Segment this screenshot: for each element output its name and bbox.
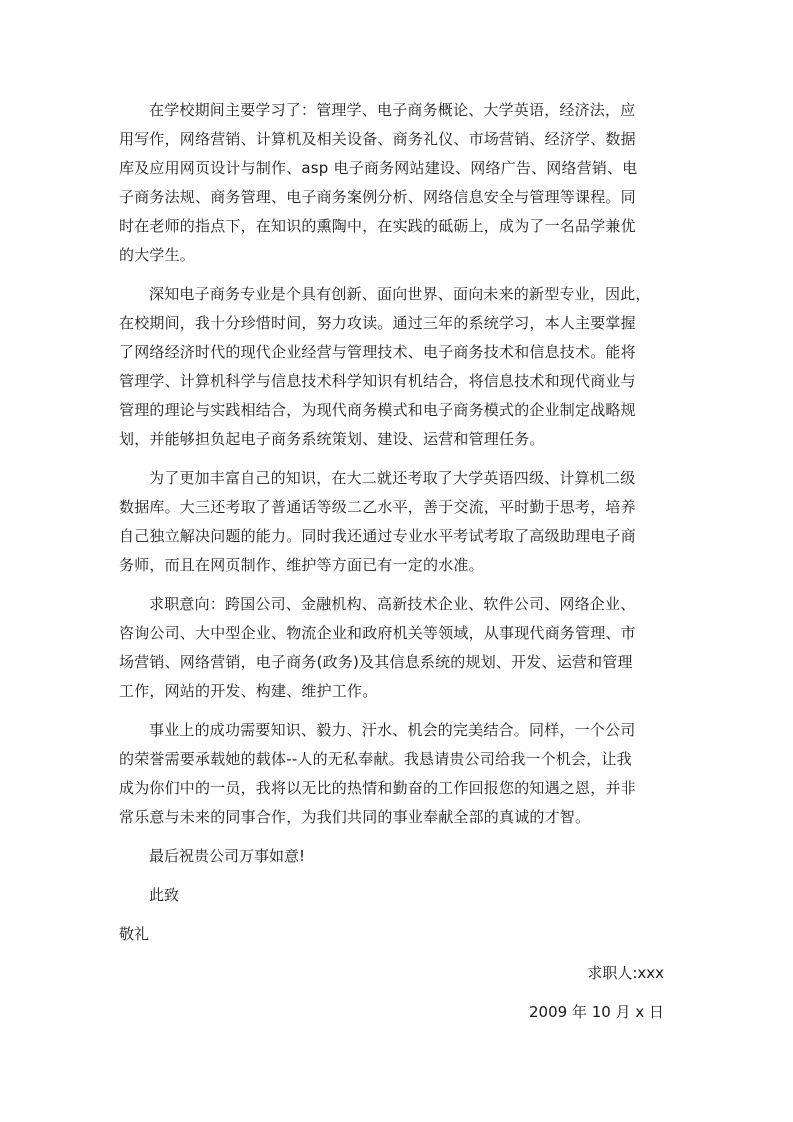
signature: 求职人:xxx (587, 964, 664, 982)
text-line: 咨询公司、大中型企业、物流企业和政府机关等领域，从事现代商务管理、市 (119, 624, 636, 642)
text-line: 库及应用网页设计与制作、asp 电子商务网站建设、网络广告、网络营销、电 (119, 159, 638, 177)
text-line: 工作，网站的开发、构建、维护工作。 (119, 682, 378, 700)
cover-letter (119, 96, 664, 1037)
text-line: 了网络经济时代的现代企业经营与管理技术、电子商务技术和信息技术。能将 (119, 343, 636, 361)
text-line: 自己独立解决问题的能力。同时我还通过专业水平考试考取了高级助理电子商 (119, 527, 636, 545)
text-line: 场营销、网络营销，电子商务(政务)及其信息系统的规划、开发、运营和管理 (119, 653, 633, 671)
text-line: 的大学生。 (119, 246, 196, 264)
text-line: 求职意向：跨国公司、金融机构、高新技术企业、软件公司、网络企业、 (149, 595, 636, 613)
text-line: 为了更加丰富自己的知识，在大二就还考取了大学英语四级、计算机二级 (149, 469, 636, 487)
text-line: 子商务法规、商务管理、电子商务案例分析、网络信息安全与管理等课程。同 (119, 188, 636, 206)
text-line: 深知电子商务专业是个具有创新、面向世界、面向未来的新型专业，因此， (149, 285, 651, 303)
text-line: 成为你们中的一员，我将以无比的热情和勤奋的工作回报您的知遇之恩，并非 (119, 779, 636, 797)
text-line: 事业上的成功需要知识、毅力、汗水、机会的完美结合。同样，一个公司 (149, 721, 636, 739)
text-line: 在学校期间主要学习了：管理学、电子商务概论、大学英语，经济法，应 (149, 101, 636, 119)
paragraph-request (119, 716, 664, 832)
paragraph-job-intention (119, 590, 664, 706)
text-line: 管理学、计算机科学与信息技术科学知识有机结合，将信息技术和现代商业与 (119, 372, 636, 390)
paragraph-major (119, 280, 664, 454)
closing-line: 此致 (149, 886, 180, 904)
wishes-line: 最后祝贵公司万事如意! (149, 847, 306, 865)
paragraph-certificates (119, 464, 664, 580)
date: 2009 年 10 月 x 日 (529, 1003, 664, 1021)
text-line: 用写作，网络营销、计算机及相关设备、商务礼仪、市场营销、经济学、数据 (119, 130, 636, 148)
text-line: 数据库。大三还考取了普通话等级二乙水平，善于交流，平时勤于思考，培养 (119, 498, 636, 516)
text-line: 的荣誉需要承载她的载体--人的无私奉献。我恳请贵公司给我一个机会，让我 (119, 750, 632, 768)
text-line: 划，并能够担负起电子商务系统策划、建设、运营和管理任务。 (119, 430, 545, 448)
text-line: 务师，而且在网页制作、维护等方面已有一定的水准。 (119, 556, 484, 574)
paragraph-courses (119, 96, 664, 270)
text-line: 常乐意与未来的同事合作，为我们共同的事业奉献全部的真诚的才智。 (119, 808, 591, 826)
salute-line: 敬礼 (119, 925, 150, 943)
text-line: 管理的理论与实践相结合，为现代商务模式和电子商务模式的企业制定战略规 (119, 401, 636, 419)
text-line: 时在老师的指点下，在知识的熏陶中，在实践的砥砺上，成为了一名品学兼优 (119, 217, 636, 235)
text-line: 在校期间，我十分珍惜时间，努力攻读。通过三年的系统学习，本人主要掌握 (119, 314, 636, 332)
